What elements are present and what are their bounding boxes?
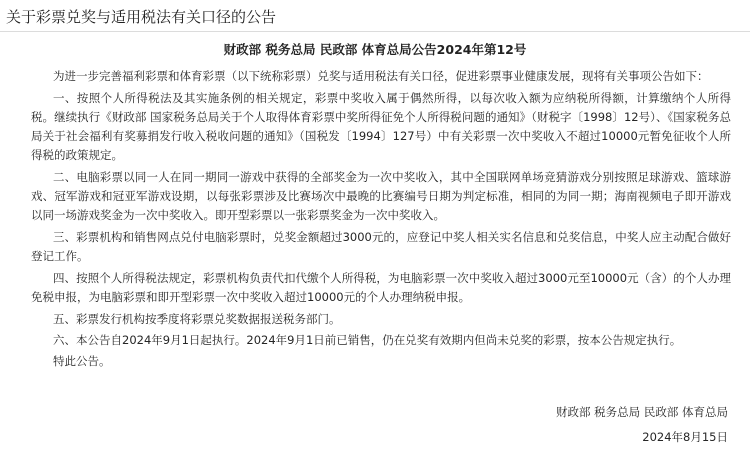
clause-4-paragraph: 四、按照个人所得税法规定，彩票机构负责代扣代缴个人所得税，为电脑彩票一次中奖收入超过3000元至10000元（含）的个人办理免税申报，为电脑彩票和即开型彩票一次中奖收入超过10000元的个人办理纳税申报。 [31,271,731,304]
publish-date: 2024年8月15日 [642,430,728,444]
clause-3-paragraph: 三、彩票机构和销售网点兑付电脑彩票时，兑奖金额超过3000元的，应登记中奖人相关实名信息和兑奖信息，中奖人应主动配合做好登记工作。 [31,230,731,263]
clause-2-paragraph: 二、电脑彩票以同一人在同一期同一游戏中获得的全部奖金为一次中奖收入，其中全国联网单场竞猜游戏分别按照足球游戏、篮球游戏、冠军游戏和冠亚军游戏设期，以每张彩票涉及比赛场次中最晚的比赛编号日期为判定标准，相同的为同一期；海南视频电子即开游戏以同一场游戏奖金为一次中奖收入。即开型彩票以一张彩票奖金为一次中奖收入。 [31,170,731,222]
intro-paragraph: 为进一步完善福利彩票和体育彩票（以下统称彩票）兑奖与适用税法有关口径，促进彩票事业健康发展，现将有关事项公告如下： [53,69,709,83]
clause-5-paragraph: 五、彩票发行机构按季度将彩票兑奖数据报送税务部门。 [53,312,341,326]
clause-6-paragraph: 六、本公告自2024年9月1日起执行。2024年9月1日前已销售，仍在兑奖有效期内但尚未兑奖的彩票，按本公告规定执行。 [53,333,682,347]
signatories: 财政部 税务总局 民政部 体育总局 [556,405,728,419]
announcement-number: 财政部 税务总局 民政部 体育总局公告2024年第12号 [223,42,527,57]
closing-paragraph: 特此公告。 [53,354,111,368]
clause-1-paragraph: 一、按照个人所得税法及其实施条例的相关规定，彩票中奖收入属于偶然所得，以每次收入额为应纳税所得额，计算缴纳个人所得税。继续执行《财政部 国家税务总局关于个人取得体育彩票中奖所得征免个人所得税问题的通知》（财税字〔1998〕12号）、《国家税务总局关于社会福利有奖募捐发行收入税收问题的通知》（国税发〔1994〕127号）中有关彩票一次中奖收入不超过10000元暂免征收个人所得税的政策规定。 [31,91,731,162]
announcement-body [31,67,731,373]
title-divider [0,31,750,32]
page-title: 关于彩票兑奖与适用税法有关口径的公告 [6,8,277,26]
